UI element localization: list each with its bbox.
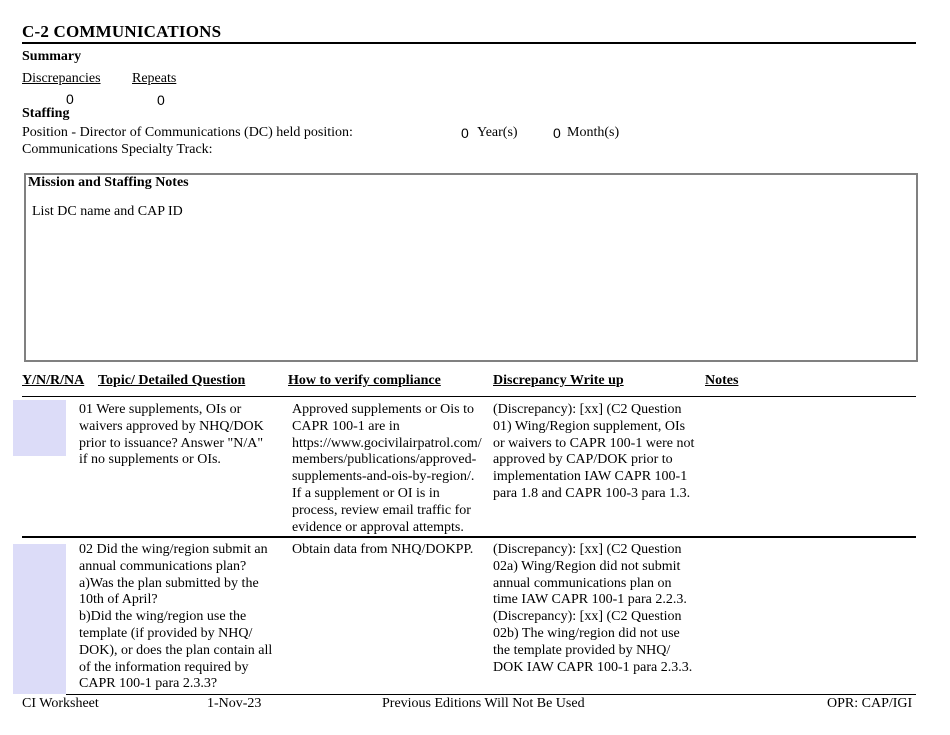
mission-notes-text[interactable]: List DC name and CAP ID	[32, 204, 183, 219]
discrepancies-label: Discrepancies	[22, 71, 101, 86]
header-divider	[22, 396, 916, 397]
footer-form-name: CI Worksheet	[22, 696, 99, 711]
position-label: Position - Director of Communications (DC) held position:	[22, 125, 353, 140]
column-header-yn: Y/N/R/NA	[22, 373, 85, 388]
summary-heading: Summary	[22, 49, 82, 64]
column-header-discrepancy: Discrepancy Write up	[493, 373, 624, 388]
answer-field-q02[interactable]	[13, 544, 66, 694]
years-label: Year(s)	[477, 125, 518, 140]
title-divider	[22, 42, 916, 44]
row-divider	[22, 536, 916, 538]
footer-notice: Previous Editions Will Not Be Used	[382, 696, 585, 711]
repeats-label: Repeats	[132, 71, 177, 86]
mission-notes-heading: Mission and Staffing Notes	[28, 175, 189, 190]
repeats-count-field[interactable]: 0	[157, 92, 165, 108]
column-header-notes: Notes	[705, 373, 739, 388]
topic-q01: 01 Were supplements, OIs or waivers approved by NHQ/DOK prior to issuance? Answer "N/A" if no supplements or OIs.	[79, 402, 264, 468]
discrepancy-q01: (Discrepancy): [xx] (C2 Question 01) Wing/Region supplement, OIs or waivers to CAPR 100-1 were not approved by CAP/DOK prior to implementation IAW CAPR 100-1 para 1.8 and CAPR 100-3 para 1.3.	[493, 402, 695, 501]
answer-field-q01[interactable]	[13, 400, 66, 456]
months-label: Month(s)	[567, 125, 620, 140]
verify-q02: Obtain data from NHQ/DOKPP.	[292, 542, 474, 557]
topic-q02: 02 Did the wing/region submit an annual communications plan? a)Was the plan submitted by the 10th of April? b)Did the wing/region use the template (if provided by NHQ/ DOK), or does the plan contain all of the information required by CAPR 100-1 para 2.3.3?	[79, 542, 273, 692]
specialty-track-label: Communications Specialty Track:	[22, 142, 213, 157]
footer-divider	[66, 694, 916, 695]
months-field[interactable]: 0	[553, 125, 561, 141]
verify-q01: Approved supplements or Ois to CAPR 100-1 are in https://www.gocivilairpatrol.com/ members/publications/approved- supplements-and-ois-by-region/. If a supplement or OI is in process, review email traffic for evidence or approval attempts.	[292, 402, 482, 535]
years-field[interactable]: 0	[461, 125, 469, 141]
page-title: C-2 COMMUNICATIONS	[22, 22, 222, 41]
footer-opr: OPR: CAP/IGI	[827, 696, 913, 711]
column-header-verify: How to verify compliance	[288, 373, 441, 388]
mission-notes-box[interactable]	[24, 173, 918, 362]
column-header-topic: Topic/ Detailed Question	[98, 373, 246, 388]
discrepancy-q02: (Discrepancy): [xx] (C2 Question 02a) Wing/Region did not submit annual communications plan on time IAW CAPR 100-1 para 2.2.3. (Discrepancy): [xx] (C2 Question 02b) The wing/region did not use the template provided by NHQ/ DOK IAW CAPR 100-1 para 2.3.3.	[493, 542, 693, 675]
discrepancies-count-field[interactable]: 0	[66, 91, 74, 107]
footer-date: 1-Nov-23	[207, 696, 262, 711]
staffing-heading: Staffing	[22, 106, 70, 121]
